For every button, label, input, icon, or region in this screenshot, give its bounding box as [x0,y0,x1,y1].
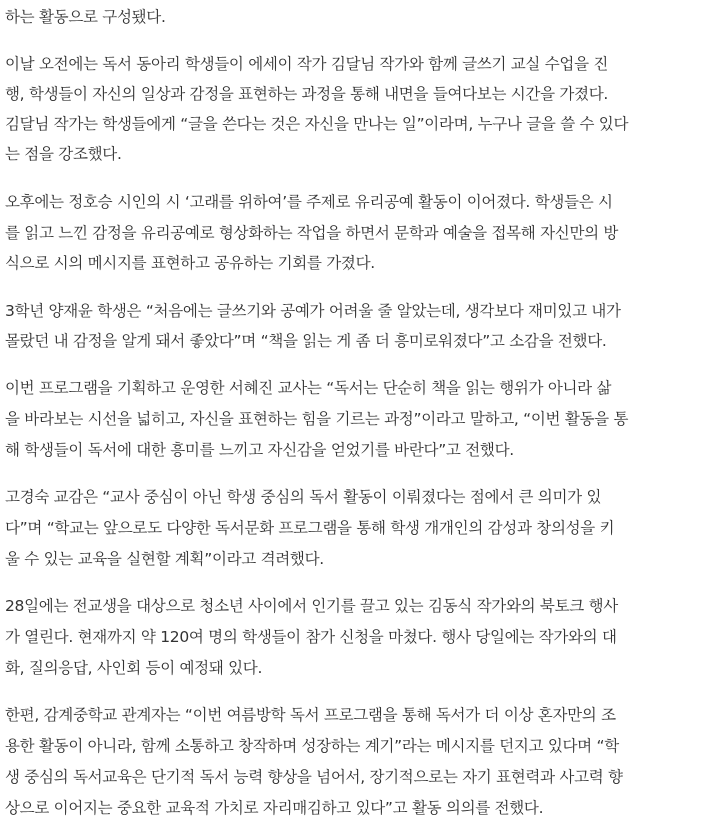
paragraph-line: 를 읽고 느낀 감정을 유리공예로 형상화하는 작업을 하면서 문학과 예술을 접목해 자신만의 방 [5,224,619,242]
paragraph-line: 을 바라보는 시선을 넓히고, 자신을 표현하는 힘을 기르는 과정”이라고 말하고, “이번 활동을 통 [5,410,629,428]
paragraph-line: 가 열린다. 현재까지 약 120여 명의 학생들이 참가 신청을 마쳤다. 행사 당일에는 작가와의 대 [5,628,617,646]
paragraph-line: 3학년 양재윤 학생은 “처음에는 글쓰기와 공예가 어려울 줄 알았는데, 생각보다 재미있고 내가 [5,302,621,320]
paragraph-line: 행, 학생들이 자신의 일상과 감정을 표현하는 과정을 통해 내면을 들여다보는 시간을 가졌다. [5,85,609,103]
paragraph-line: 고경숙 교감은 “교사 중심이 아닌 학생 중심의 독서 활동이 이뤄졌다는 점에서 큰 의미가 있 [5,488,602,506]
paragraph-line: 이번 프로그램을 기획하고 운영한 서혜진 교사는 “독서는 단순히 책을 읽는 행위가 아니라 삶 [5,379,612,397]
paragraph-line: 이날 오전에는 독서 동아리 학생들이 에세이 작가 김달님 작가와 함께 글쓰기 교실 수업을 진 [5,55,609,73]
paragraph-line: 28일에는 전교생을 대상으로 청소년 사이에서 인기를 끌고 있는 김동식 작가와의 북토크 행사 [5,597,618,615]
paragraph-line: 용한 활동이 아니라, 함께 소통하고 창작하며 성장하는 계기”라는 메시지를 던지고 있다며 “학 [5,737,619,755]
paragraph-line: 몰랐던 내 감정을 알게 돼서 좋았다”며 “책을 읽는 게 좀 더 흥미로워졌다”고 소감을 전했다. [5,332,607,350]
paragraph-line: 김달님 작가는 학생들에게 “글을 쓴다는 것은 자신을 만나는 일”이라며, 누구나 글을 쓸 수 있다 [5,115,629,133]
paragraph-line: 화, 질의응답, 사인회 등이 예정돼 있다. [5,659,263,677]
paragraph-line: 다”며 “학교는 앞으로도 다양한 독서문화 프로그램을 통해 학생 개개인의 감성과 창의성을 키 [5,519,615,537]
paragraph-line: 해 학생들이 독서에 대한 흥미를 느끼고 자신감을 얻었기를 바란다”고 전했다. [5,441,514,459]
paragraph-line: 는 점을 강조했다. [5,145,122,163]
paragraph-line: 식으로 시의 메시지를 표현하고 공유하는 기회를 가졌다. [5,254,375,272]
paragraph-line: 한편, 감계중학교 관계자는 “이번 여름방학 독서 프로그램을 통해 독서가 더 이상 혼자만의 조 [5,706,616,724]
paragraph-line: 하는 활동으로 구성됐다. [5,8,166,26]
paragraph-line: 오후에는 정호승 시인의 시 ‘고래를 위하여’를 주제로 유리공예 활동이 이어졌다. 학생들은 시 [5,193,613,211]
paragraph-line: 생 중심의 독서교육은 단기적 독서 능력 향상을 넘어서, 장기적으로는 자기 표현력과 사고력 향 [5,768,623,786]
paragraph-line: 울 수 있는 교육을 실현할 계획”이라고 격려했다. [5,550,324,568]
paragraph-line: 상으로 이어지는 중요한 교육적 가치로 자리매김하고 있다”고 활동 의의를 전했다. [5,799,544,817]
